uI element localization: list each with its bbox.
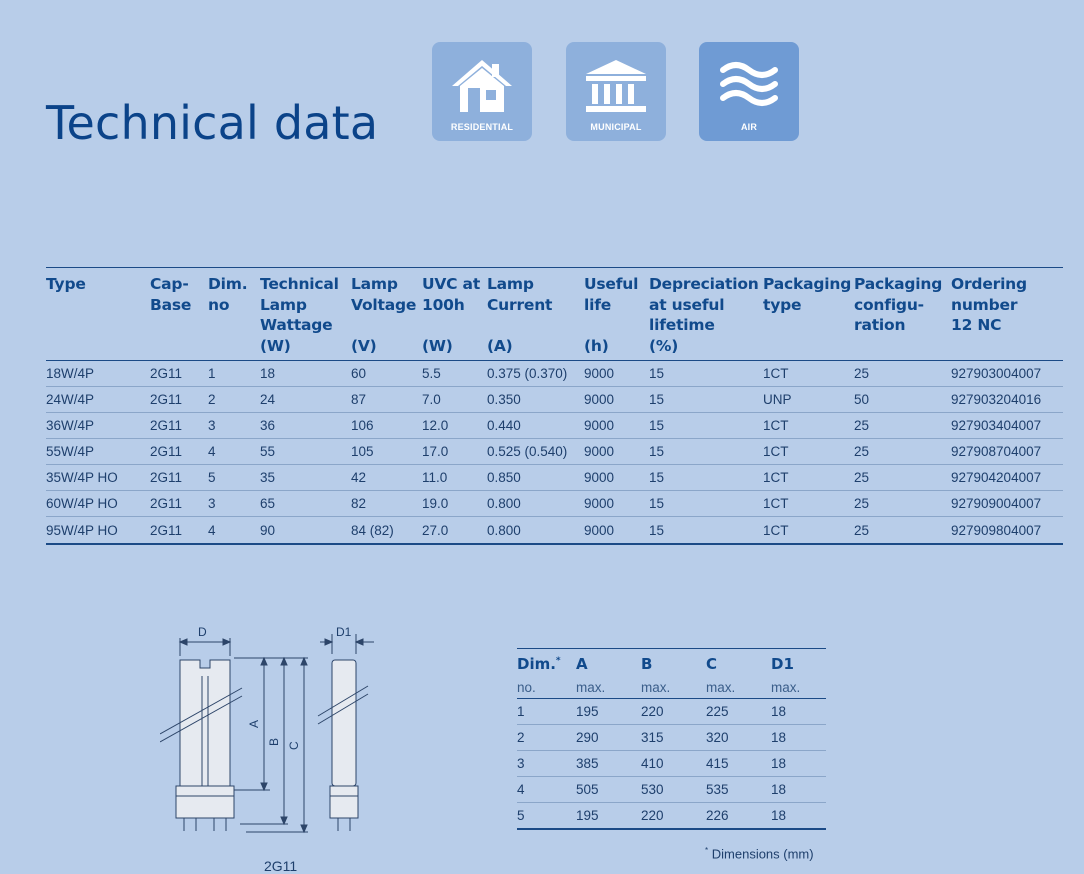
column-header-line: Dim. xyxy=(208,275,248,293)
dim-table-cell: 535 xyxy=(706,777,771,803)
table-cell: 0.525 (0.540) xyxy=(487,439,584,465)
table-cell: 5.5 xyxy=(422,361,487,387)
table-cell: 9000 xyxy=(584,522,615,538)
dim-unit-cell: max. xyxy=(641,676,706,699)
table-cell: 927909804007 xyxy=(951,522,1042,538)
column-header xyxy=(584,268,649,361)
table-cell: 15 xyxy=(649,465,763,491)
column-header-line: ration xyxy=(854,316,906,334)
table-cell: 9000 xyxy=(584,413,649,439)
application-label: MUNICIPAL xyxy=(590,122,642,132)
column-header-line xyxy=(208,315,258,336)
table-row xyxy=(46,387,1063,413)
table-cell: 15 xyxy=(649,413,763,439)
table-cell: 5 xyxy=(208,465,260,491)
table-cell: 25 xyxy=(854,361,951,387)
table-cell: 2G11 xyxy=(150,413,208,439)
table-cell: 7.0 xyxy=(422,387,487,413)
table-cell: 65 xyxy=(260,491,351,517)
application-municipal-tile xyxy=(566,42,666,141)
dim-table-row xyxy=(517,699,826,725)
table-cell: 35 xyxy=(260,465,351,491)
table-header-row xyxy=(46,268,1063,361)
column-header-line: Depreciation xyxy=(649,275,759,293)
column-header xyxy=(208,268,260,361)
column-header-line xyxy=(150,336,206,357)
column-header-line: life xyxy=(584,295,612,314)
column-header-line: Lamp xyxy=(260,295,307,314)
table-cell: 25 xyxy=(854,522,870,538)
table-cell: 2G11 xyxy=(150,361,208,387)
column-header xyxy=(150,268,208,361)
table-cell: 95W/4P HO xyxy=(46,522,118,538)
air-waves-icon xyxy=(715,56,783,114)
table-row xyxy=(46,491,1063,517)
application-residential-tile xyxy=(432,42,532,141)
table-cell: 927904204007 xyxy=(951,465,1063,491)
column-header xyxy=(854,268,951,361)
application-label: AIR xyxy=(740,122,758,132)
table-cell: 87 xyxy=(351,387,422,413)
dim-table-cell: 505 xyxy=(576,777,641,803)
table-cell: 927909004007 xyxy=(951,491,1063,517)
dimensions-header-row xyxy=(517,649,826,677)
table-cell: 927903204016 xyxy=(951,387,1063,413)
table-cell: 1CT xyxy=(763,522,789,538)
table-cell: 4 xyxy=(208,522,216,538)
drawing-caption: 2G11 xyxy=(264,858,298,874)
table-cell: 0.440 xyxy=(487,413,584,439)
table-cell: 55 xyxy=(260,439,351,465)
dim-unit-cell: max. xyxy=(576,676,641,699)
table-cell: 18W/4P xyxy=(46,361,150,387)
table-cell: 18 xyxy=(260,361,351,387)
dim-table-row xyxy=(517,725,826,751)
dim-table-cell: 220 xyxy=(641,808,664,823)
dim-column-header xyxy=(576,649,641,677)
table-cell: 9000 xyxy=(584,491,649,517)
dim-column-header-label: B xyxy=(641,655,653,673)
column-header-line xyxy=(763,315,852,336)
table-row xyxy=(46,517,1063,545)
house-icon xyxy=(448,56,516,114)
dim-table-cell: 195 xyxy=(576,699,641,725)
dim-unit-cell: no. xyxy=(517,676,576,699)
table-cell: 12.0 xyxy=(422,413,487,439)
dim-column-header xyxy=(641,649,706,677)
column-header-line: Useful xyxy=(584,275,639,293)
table-cell: 2 xyxy=(208,387,260,413)
dim-label-b: B xyxy=(267,737,281,746)
table-cell: 55W/4P xyxy=(46,439,150,465)
column-header-line xyxy=(584,315,647,336)
table-cell: 0.350 xyxy=(487,387,584,413)
table-cell: 3 xyxy=(208,413,260,439)
column-header-line: 12 NC xyxy=(951,316,1002,334)
table-cell: 2G11 xyxy=(150,465,208,491)
column-header xyxy=(763,268,854,361)
table-cell: UNP xyxy=(763,387,854,413)
column-header-line: configu- xyxy=(854,295,924,314)
table-cell: 27.0 xyxy=(422,522,449,538)
building-icon xyxy=(582,56,650,114)
table-cell: 50 xyxy=(854,387,951,413)
column-header xyxy=(422,268,487,361)
table-cell: 1CT xyxy=(763,465,854,491)
column-header-line: (V) xyxy=(351,336,377,355)
dim-column-header xyxy=(706,649,771,677)
table-cell: 9000 xyxy=(584,387,649,413)
table-cell: 15 xyxy=(649,387,763,413)
table-cell: 1CT xyxy=(763,413,854,439)
dim-column-header xyxy=(771,649,826,677)
dim-table-cell: 18 xyxy=(771,725,826,751)
column-header-line xyxy=(763,336,852,357)
table-cell: 25 xyxy=(854,465,951,491)
dim-table-cell: 195 xyxy=(576,808,599,823)
table-cell: 1CT xyxy=(763,439,854,465)
dim-table-cell: 4 xyxy=(517,777,576,803)
column-header-line: Wattage xyxy=(260,316,333,334)
table-cell: 82 xyxy=(351,491,422,517)
dim-unit-cell: max. xyxy=(706,676,771,699)
column-header-line: (W) xyxy=(422,336,453,355)
table-cell: 4 xyxy=(208,439,260,465)
table-cell: 927903404007 xyxy=(951,413,1063,439)
column-header xyxy=(351,268,422,361)
dim-table-cell: 2 xyxy=(517,725,576,751)
table-cell: 0.800 xyxy=(487,522,521,538)
footnote-mark: * xyxy=(705,846,709,855)
dim-table-cell: 315 xyxy=(641,725,706,751)
dim-label-a: A xyxy=(247,719,261,728)
column-header-line: lifetime xyxy=(649,316,715,334)
column-header-line: Lamp xyxy=(351,275,398,293)
table-cell: 35W/4P HO xyxy=(46,465,150,491)
table-cell: 60W/4P HO xyxy=(46,491,150,517)
column-header-line: number xyxy=(951,295,1018,314)
table-cell: 2G11 xyxy=(150,491,208,517)
table-row xyxy=(46,413,1063,439)
table-cell: 25 xyxy=(854,491,951,517)
table-cell: 0.375 (0.370) xyxy=(487,361,584,387)
dim-column-header-label: C xyxy=(706,655,718,673)
dim-table-cell: 3 xyxy=(517,751,576,777)
dim-table-cell: 385 xyxy=(576,751,641,777)
column-header-line: no xyxy=(208,295,230,314)
table-cell: 1 xyxy=(208,361,260,387)
table-cell: 24 xyxy=(260,387,351,413)
table-cell: 9000 xyxy=(584,439,649,465)
column-header-line: at useful xyxy=(649,295,725,314)
table-cell: 2G11 xyxy=(150,522,183,538)
table-cell: 15 xyxy=(649,522,665,538)
dim-table-cell: 320 xyxy=(706,725,771,751)
column-header-line: Base xyxy=(150,295,192,314)
column-header xyxy=(649,268,763,361)
column-header xyxy=(951,268,1063,361)
table-cell: 25 xyxy=(854,413,951,439)
application-air-tile xyxy=(699,42,799,141)
column-header-line: (W) xyxy=(260,336,291,355)
table-cell: 15 xyxy=(649,439,763,465)
dim-table-cell: 18 xyxy=(771,777,826,803)
column-header-line xyxy=(150,315,206,336)
table-cell: 2G11 xyxy=(150,439,208,465)
table-cell: 3 xyxy=(208,491,260,517)
table-cell: 927903004007 xyxy=(951,361,1063,387)
dim-column-header-label: Dim. xyxy=(517,655,556,673)
technical-data-table xyxy=(46,267,1063,545)
dim-label-d: D xyxy=(198,625,207,639)
dim-table-cell: 1 xyxy=(517,699,576,725)
column-header-line: Technical xyxy=(260,275,339,293)
footnote-text: Dimensions (mm) xyxy=(711,846,814,862)
table-cell: 106 xyxy=(351,413,422,439)
dim-table-cell: 290 xyxy=(576,725,641,751)
dimensions-table xyxy=(517,648,826,830)
table-cell: 15 xyxy=(649,491,763,517)
dim-table-cell: 226 xyxy=(706,808,729,823)
dim-table-cell: 225 xyxy=(706,699,771,725)
table-row xyxy=(46,439,1063,465)
dim-column-header-label: A xyxy=(576,655,588,673)
dim-table-row xyxy=(517,777,826,803)
column-header-line xyxy=(487,315,582,336)
column-header-line: (%) xyxy=(649,336,679,355)
column-header-line: Type xyxy=(46,275,86,293)
column-header-line: UVC at xyxy=(422,275,481,293)
table-cell: 2G11 xyxy=(150,387,208,413)
column-header-line: type xyxy=(763,295,802,314)
dim-label-c: C xyxy=(287,741,301,750)
column-header xyxy=(260,268,351,361)
column-header-line: Packaging xyxy=(854,275,943,293)
column-header-line xyxy=(854,336,949,357)
dim-table-cell: 5 xyxy=(517,808,525,823)
dim-label-d1: D1 xyxy=(336,625,352,639)
dim-units-row xyxy=(517,676,826,699)
dim-table-cell: 18 xyxy=(771,751,826,777)
column-header-line: 100h xyxy=(422,295,465,314)
column-header-line: Packaging xyxy=(763,275,852,293)
table-cell: 1CT xyxy=(763,491,854,517)
column-header-line: Lamp xyxy=(487,275,534,293)
table-cell: 42 xyxy=(351,465,422,491)
table-cell: 25 xyxy=(854,439,951,465)
dim-unit-cell: max. xyxy=(771,676,826,699)
column-header-line xyxy=(46,295,148,316)
table-cell: 9000 xyxy=(584,465,649,491)
column-header-line: Cap- xyxy=(150,275,189,293)
column-header-line: Voltage xyxy=(351,295,417,314)
table-cell: 36 xyxy=(260,413,351,439)
table-cell: 0.800 xyxy=(487,491,584,517)
column-header-line: Current xyxy=(487,295,553,314)
dim-table-cell: 410 xyxy=(641,751,706,777)
table-cell: 0.850 xyxy=(487,465,584,491)
dim-table-cell: 220 xyxy=(641,699,706,725)
dim-column-header-label: D1 xyxy=(771,655,794,673)
column-header-line: Ordering xyxy=(951,275,1027,293)
table-cell: 17.0 xyxy=(422,439,487,465)
table-cell: 105 xyxy=(351,439,422,465)
dim-table-cell: 18 xyxy=(771,699,826,725)
lamp-dimension-drawing xyxy=(160,618,380,848)
dimensions-footnote xyxy=(705,846,814,861)
page-title: Technical data xyxy=(46,96,379,150)
table-cell: 36W/4P xyxy=(46,413,150,439)
dim-table-cell: 530 xyxy=(641,777,706,803)
table-cell: 11.0 xyxy=(422,465,487,491)
table-row xyxy=(46,465,1063,491)
table-cell: 19.0 xyxy=(422,491,487,517)
table-cell: 60 xyxy=(351,361,422,387)
table-cell: 90 xyxy=(260,522,276,538)
column-header-line: (A) xyxy=(487,336,513,355)
dim-table-cell: 18 xyxy=(771,808,787,823)
table-row xyxy=(46,361,1063,387)
table-cell: 15 xyxy=(649,361,763,387)
header-footnote-mark: * xyxy=(555,656,561,666)
table-cell: 24W/4P xyxy=(46,387,150,413)
dim-table-row xyxy=(517,803,826,830)
column-header xyxy=(46,268,150,361)
column-header-line xyxy=(422,315,485,336)
column-header-line xyxy=(951,336,1061,357)
table-cell: 9000 xyxy=(584,361,649,387)
column-header-line xyxy=(46,315,148,336)
application-label: RESIDENTIAL xyxy=(450,122,514,132)
dim-column-header xyxy=(517,649,576,677)
column-header-line xyxy=(351,315,420,336)
table-cell: 1CT xyxy=(763,361,854,387)
column-header-line: (h) xyxy=(584,336,609,355)
dim-table-row xyxy=(517,751,826,777)
column-header xyxy=(487,268,584,361)
table-cell: 927908704007 xyxy=(951,439,1063,465)
column-header-line xyxy=(46,336,148,357)
table-cell: 84 (82) xyxy=(351,522,394,538)
dim-table-cell: 415 xyxy=(706,751,771,777)
column-header-line xyxy=(208,336,258,357)
